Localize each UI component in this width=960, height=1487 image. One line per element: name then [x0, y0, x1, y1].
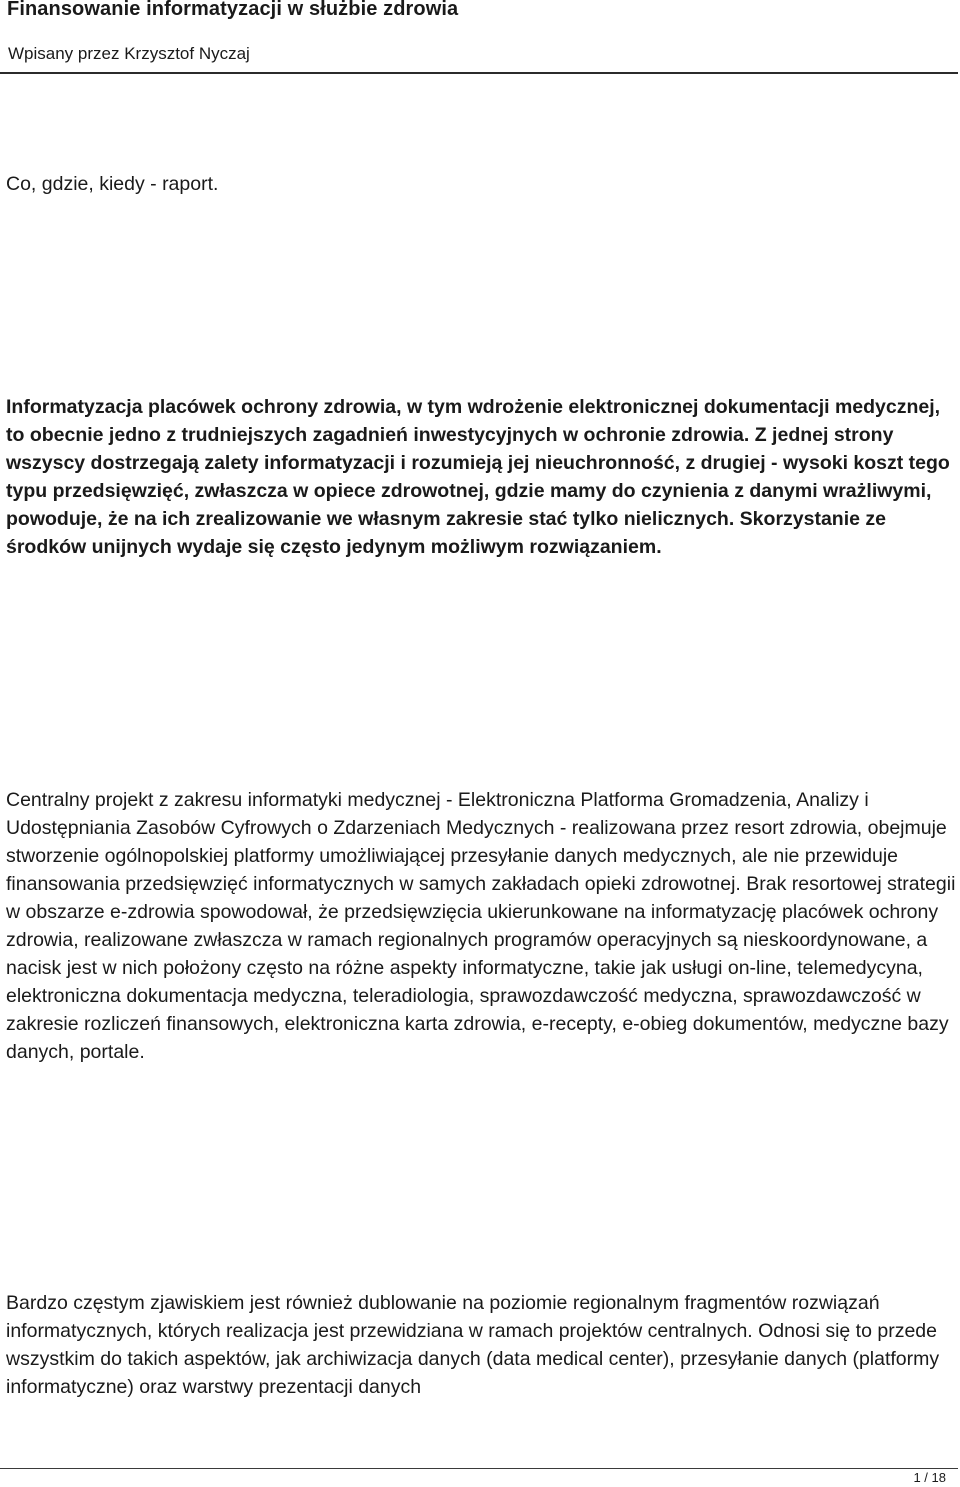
intro-paragraph: Co, gdzie, kiedy - raport.: [6, 173, 219, 195]
footer-divider: [0, 1468, 958, 1469]
author-line: Wpisany przez Krzysztof Nyczaj: [8, 44, 250, 63]
lead-paragraph: Informatyzacja placówek ochrony zdrowia, w tym wdrożenie elektronicznej dokumentacji medycznej, to obecnie jedno z trudniejszych zagadnień inwestycyjnych w ochronie zdrowia. Z jednej strony wszyscy dostrzegają zalety informatyzacji i rozumieją jej nieuchronność, z drugiej - wysoki koszt tego typu przedsięwzięć, zwłaszcza w opiece zdrowotnej, gdzie mamy do czynienia z danymi wrażliwymi, powoduje, że na ich zrealizowanie we własnym zakresie stać tylko nielicznych. Skorzystanie ze środków unijnych wydaje się często jedynym możliwym rozwiązaniem.: [6, 396, 950, 558]
body-paragraph-central-project: Centralny projekt z zakresu informatyki medycznej - Elektroniczna Platforma Gromadzenia, Analizy i Udostępniania Zasobów Cyfrowych o Zdarzeniach Medycznych - realizowana przez resort zdrowia, obejmuje stworzenie ogólnopolskiej platformy umożliwiającej przesyłanie danych medycznych, ale nie przewiduje finansowania przedsięwzięć informatycznych w samych zakładach opieki zdrowotnej. Brak resortowej strategii w obszarze e-zdrowia spowodował, że przedsięwzięcia ukierunkowane na informatyzację placówek ochrony zdrowia, realizowane zwłaszcza w ramach regionalnych programów operacyjnych są nieskoordynowane, a nacisk jest w nich położony często na różne aspekty informatyczne, takie jak usługi on-line, telemedycyna, elektroniczna dokumentacja medyczna, teleradiologia, sprawozdawczość medyczna, sprawozdawczość w zakresie rozliczeń finansowych, elektroniczna karta zdrowia, e-recepty, e-obieg dokumentów, medyczne bazy danych, portale.: [6, 789, 956, 1063]
document-title: Finansowanie informatyzacji w służbie zdrowia: [7, 0, 459, 20]
page-header: [0, 0, 958, 74]
body-paragraph-duplication: Bardzo częstym zjawiskiem jest również dublowanie na poziomie regionalnym fragmentów rozwiązań informatycznych, których realizacja jest przewidziana w ramach projektów centralnych. Odnosi się to przede wszystkim do takich aspektów, jak archiwizacja danych (data medical center), przesyłanie danych (platformy informatyczne) oraz warstwy prezentacji danych: [6, 1292, 940, 1398]
page-number: 1 / 18: [913, 1470, 946, 1485]
